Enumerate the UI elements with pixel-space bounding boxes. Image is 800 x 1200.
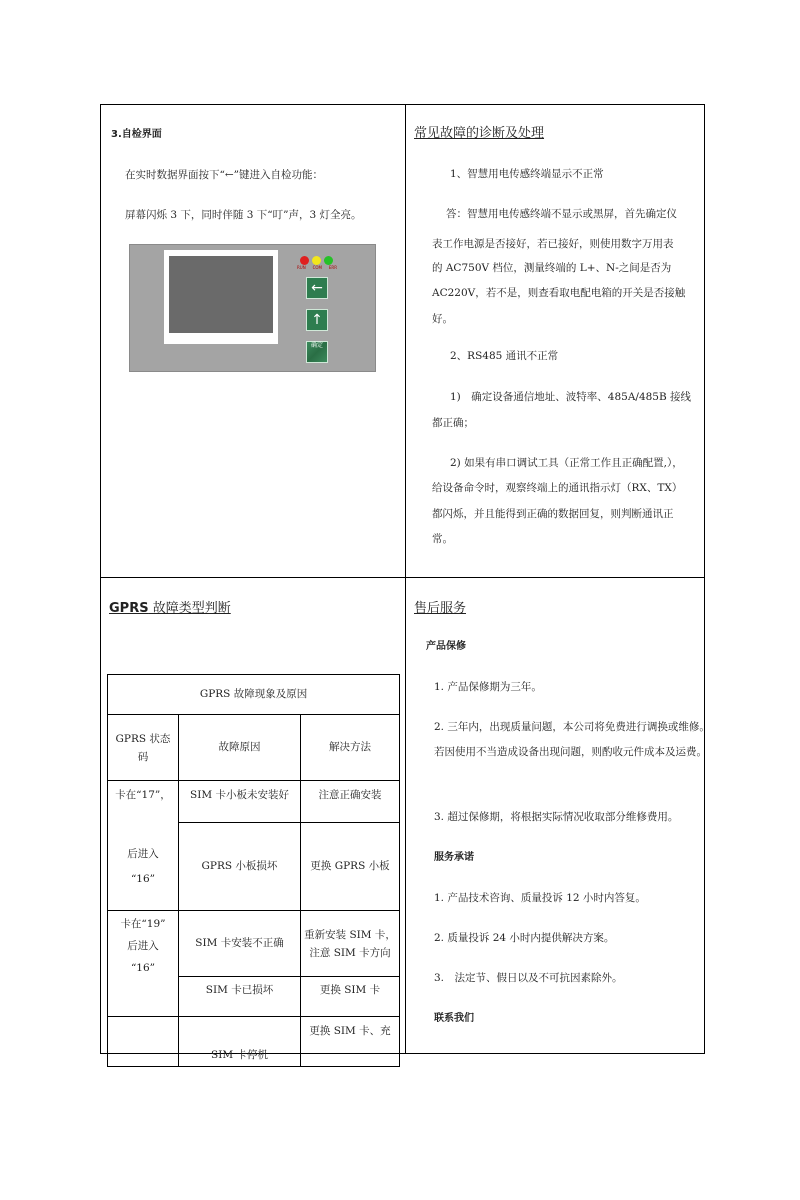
fault2-sub2-line: 都闪烁，并且能得到正确的数据回复，则判断通讯正 <box>432 508 674 520</box>
row5-solution-cell: 更换 SIM 卡、充 <box>301 1017 400 1067</box>
group1-code-c: “16” <box>130 873 156 885</box>
row1-solution-cell: 注意正确安装 <box>301 781 400 823</box>
row4-solution-cell: 更换 SIM 卡 <box>301 977 400 1017</box>
fault1-title: 1、智慧用电传感终端显示不正常 <box>450 168 604 180</box>
promise-item-2: 2. 质量投诉 24 小时内提供解决方案。 <box>434 932 615 944</box>
table-row <box>108 781 400 823</box>
group1-code-cell <box>108 781 179 911</box>
table-row <box>108 675 400 715</box>
fault2-sub1-line: 都正确； <box>432 417 474 429</box>
promise-item-3: 3. 法定节、假日以及不可抗因素除外。 <box>434 972 623 984</box>
device-screen-frame <box>164 250 278 344</box>
gprs-heading-rest: 故障类型判断 <box>148 601 231 616</box>
confirm-key-icon: 确定 <box>306 341 328 363</box>
faults-heading: 常见故障的诊断及处理 <box>414 126 545 141</box>
group3-code-cell <box>108 1017 179 1067</box>
header-code-line1: GPRS 状态 <box>115 732 171 745</box>
fault2-sub2-line: 给设备命令时，观察终端上的通讯指示灯（RX、TX） <box>432 482 683 494</box>
row3-solution-a: 重新安装 SIM 卡， <box>304 928 396 941</box>
header-solution-cell: 解决方法 <box>301 715 400 781</box>
manual-page <box>100 104 710 1061</box>
fault1-line: 的 AC750V 档位，测量终端的 L+、N-之间是否为 <box>432 262 672 274</box>
warranty-title: 产品保修 <box>426 641 466 652</box>
fault1-line: 好。 <box>432 313 453 325</box>
warranty-item-1: 1. 产品保修期为三年。 <box>434 681 542 693</box>
promise-item-1: 1. 产品技术咨询、质量投诉 12 小时内答复。 <box>434 892 646 904</box>
up-arrow-key-icon: ↑ <box>306 309 328 331</box>
group1-code-a: 卡在“17”， <box>115 789 171 801</box>
warranty-item-2b: 若因使用不当造成设备出现问题，则酌收元件成本及运费。 <box>434 746 707 758</box>
table-row <box>108 1017 400 1067</box>
gprs-fault-table <box>107 674 400 1067</box>
led-green-icon <box>324 256 333 265</box>
table-title-cell: GPRS 故障现象及原因 <box>108 675 400 715</box>
selfcheck-para1: 在实时数据界面按下“←”键进入自检功能： <box>125 169 324 181</box>
group2-code-c: “16” <box>130 962 156 974</box>
header-code-line2: 码 <box>137 750 149 763</box>
warranty-item-3: 3. 超过保修期，将根据实际情况收取部分维修费用。 <box>434 811 679 823</box>
row2-solution-cell: 更换 GPRS 小板 <box>301 823 400 911</box>
led-label-com: COM <box>312 265 322 270</box>
selfcheck-section <box>101 105 405 577</box>
row2-cause-cell: GPRS 小板损坏 <box>179 823 301 911</box>
left-arrow-key-icon: ← <box>306 277 328 299</box>
service-section <box>406 578 710 1053</box>
row3-cause-cell: SIM 卡安装不正确 <box>179 911 301 977</box>
promise-title: 服务承诺 <box>434 852 474 863</box>
fault2-title: 2、RS485 通讯不正常 <box>450 350 559 362</box>
table-header-row <box>108 715 400 781</box>
contact-title: 联系我们 <box>434 1013 474 1024</box>
row5-cause-cell: SIM 卡停机 <box>179 1017 301 1067</box>
row3-solution-b: 注意 SIM 卡方向 <box>309 946 391 959</box>
device-panel-image <box>129 244 376 372</box>
led-label-run: RUN <box>297 265 306 270</box>
row3-solution-cell <box>301 911 400 977</box>
gprs-section <box>101 578 405 1061</box>
fault2-sub1-line: 1) 确定设备通信地址、波特率、485A/485B 接线 <box>450 391 692 403</box>
row4-cause-cell: SIM 卡已损坏 <box>179 977 301 1017</box>
led-labels <box>297 265 337 270</box>
led-yellow-icon <box>312 256 321 265</box>
led-label-err: ERR <box>328 265 337 270</box>
group2-code-cell <box>108 911 179 1017</box>
faults-section <box>406 105 704 577</box>
group2-code-b: 后进入 <box>127 940 159 952</box>
fault2-sub2-line: 2) 如果有串口调试工具（正常工作且正确配置,）， <box>450 457 683 469</box>
service-heading: 售后服务 <box>414 601 467 616</box>
group2-code-a: 卡在“19” <box>120 918 166 930</box>
header-cause-cell: 故障原因 <box>179 715 301 781</box>
fault2-sub2-line: 常。 <box>432 533 453 545</box>
gprs-heading <box>109 602 231 616</box>
warranty-item-2a: 2. 三年内，出现质量问题，本公司将免费进行调换或维修。 <box>434 721 710 733</box>
header-code-cell <box>108 715 179 781</box>
table-row <box>108 911 400 977</box>
device-screen <box>169 256 273 333</box>
fault1-line: AC220V，若不是，则查看取电配电箱的开关是否接触 <box>432 287 686 299</box>
fault1-line: 答：智慧用电传感终端不显示或黑屏，首先确定仪 <box>446 208 677 220</box>
selfcheck-para2: 屏幕闪烁 3 下，同时伴随 3 下“叮”声，3 灯全亮。 <box>125 209 362 221</box>
selfcheck-heading: 3.自检界面 <box>111 129 162 140</box>
led-red-icon <box>300 256 309 265</box>
fault1-line: 表工作电源是否接好，若已接好，则使用数字万用表 <box>432 238 674 250</box>
row1-cause-cell: SIM 卡小板未安装好 <box>179 781 301 823</box>
gprs-heading-prefix: GPRS <box>109 601 149 616</box>
group1-code-b: 后进入 <box>127 848 159 860</box>
